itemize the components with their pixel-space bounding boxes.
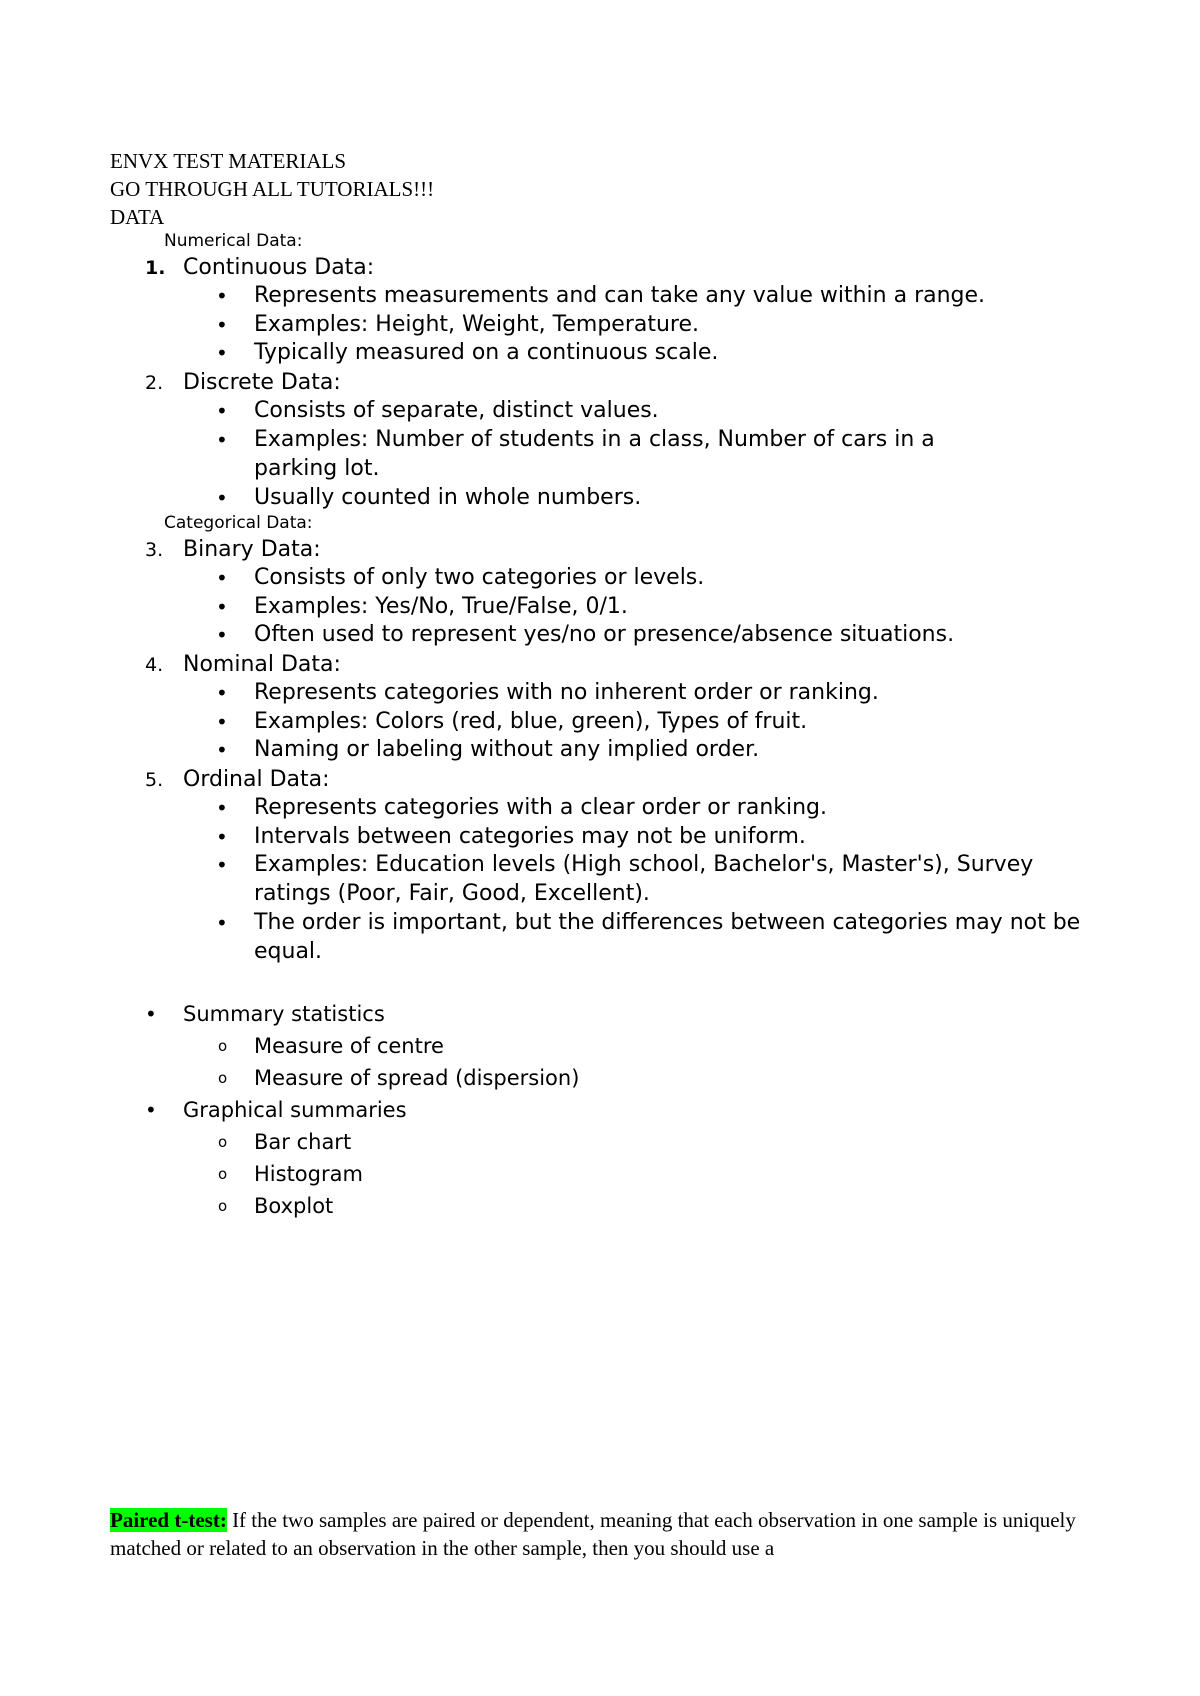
paired-t-test-label: Paired t-test: bbox=[110, 1508, 227, 1532]
bullet-dot: • bbox=[216, 623, 228, 647]
bullet-item bbox=[216, 621, 1096, 650]
sub-item bbox=[218, 1128, 351, 1156]
bullet-item bbox=[216, 282, 1096, 311]
bullet-dot: • bbox=[216, 710, 228, 734]
sub-bullet-marker: o bbox=[218, 1069, 228, 1087]
sub-item-text: Histogram bbox=[254, 1162, 363, 1186]
summary-item-statistics bbox=[145, 1000, 385, 1028]
bullet-dot: • bbox=[216, 284, 228, 308]
list-item-title: Continuous Data: bbox=[183, 255, 375, 280]
list-item-title: Ordinal Data: bbox=[183, 767, 330, 792]
bullet-dot: • bbox=[216, 595, 228, 619]
bullet-text: Represents measurements and can take any value within a range. bbox=[254, 283, 986, 308]
bullet-dot: • bbox=[145, 1098, 157, 1122]
bullet-item bbox=[216, 823, 1096, 852]
bullet-item bbox=[216, 397, 1096, 426]
bullet-dot: • bbox=[216, 313, 228, 337]
bullet-text: Examples: Height, Weight, Temperature. bbox=[254, 312, 700, 337]
sub-bullet-marker: o bbox=[218, 1165, 228, 1183]
bullet-item bbox=[216, 426, 1096, 483]
summary-item-graphical bbox=[145, 1096, 407, 1124]
sub-item-text: Measure of spread (dispersion) bbox=[254, 1066, 580, 1090]
categorical-data-heading: Categorical Data: bbox=[164, 513, 313, 533]
bullet-item bbox=[216, 593, 1096, 622]
bullet-dot: • bbox=[216, 341, 228, 365]
list-number: 3. bbox=[145, 539, 164, 561]
bullet-text: Consists of only two categories or levels. bbox=[254, 565, 705, 590]
bullet-text: Examples: Education levels (High school, Bachelor's, Master's), Survey ratings (Poor, Fair, Good, Excellent). bbox=[254, 852, 1034, 906]
bullet-item bbox=[216, 794, 1096, 823]
doc-title: ENVX TEST MATERIALS bbox=[110, 149, 347, 173]
bullet-text: Consists of separate, distinct values. bbox=[254, 398, 659, 423]
bullet-item bbox=[216, 339, 1096, 368]
section-heading-data: DATA bbox=[110, 205, 165, 229]
paired-t-test-text: If the two samples are paired or dependent, meaning that each observation in one sample is uniquely matched or related to an observation in the other sample, then you should use a bbox=[110, 1508, 1076, 1560]
sub-item-text: Boxplot bbox=[254, 1194, 334, 1218]
sub-item bbox=[218, 1032, 444, 1060]
bullet-text: Intervals between categories may not be uniform. bbox=[254, 824, 806, 849]
bullet-dot: • bbox=[216, 566, 228, 590]
paired-t-test-paragraph bbox=[110, 1506, 1080, 1562]
list-item-binary bbox=[145, 536, 321, 564]
list-item-continuous bbox=[145, 254, 374, 282]
list-item-title: Nominal Data: bbox=[183, 652, 341, 677]
bullet-dot: • bbox=[216, 486, 228, 510]
sub-bullet-marker: o bbox=[218, 1197, 228, 1215]
list-number: 2. bbox=[145, 372, 164, 394]
sub-item-text: Bar chart bbox=[254, 1130, 352, 1154]
bullet-dot: • bbox=[216, 796, 228, 820]
bullet-item bbox=[216, 679, 1096, 708]
bullet-text: Examples: Number of students in a class, Number of cars in a parking lot. bbox=[254, 427, 935, 481]
bullet-text: Often used to represent yes/no or presence/absence situations. bbox=[254, 622, 955, 647]
sub-item bbox=[218, 1064, 579, 1092]
sub-bullet-marker: o bbox=[218, 1037, 228, 1055]
bullet-dot: • bbox=[145, 1002, 157, 1026]
bullet-item bbox=[216, 909, 1096, 966]
list-number: 5. bbox=[145, 769, 164, 791]
sub-item bbox=[218, 1192, 333, 1220]
list-item-title: Discrete Data: bbox=[183, 370, 341, 395]
bullet-text: Represents categories with a clear order or ranking. bbox=[254, 795, 828, 820]
sub-bullet-marker: o bbox=[218, 1133, 228, 1151]
bullet-text: The order is important, but the differences between categories may not be equal. bbox=[254, 910, 1081, 964]
bullet-dot: • bbox=[216, 853, 228, 877]
bullet-dot: • bbox=[216, 738, 228, 762]
bullet-text: Represents categories with no inherent order or ranking. bbox=[254, 680, 879, 705]
bullet-item bbox=[216, 708, 1096, 737]
sub-item bbox=[218, 1160, 363, 1188]
numerical-data-heading: Numerical Data: bbox=[164, 231, 303, 251]
bullet-item bbox=[216, 851, 1096, 908]
list-item-discrete bbox=[145, 369, 341, 397]
bullet-text: Examples: Colors (red, blue, green), Types of fruit. bbox=[254, 709, 808, 734]
bullet-text: Naming or labeling without any implied order. bbox=[254, 737, 760, 762]
bullet-dot: • bbox=[216, 911, 228, 935]
bullet-item bbox=[216, 564, 1096, 593]
bullet-text: Usually counted in whole numbers. bbox=[254, 485, 642, 510]
summary-label: Graphical summaries bbox=[183, 1098, 407, 1122]
bullet-dot: • bbox=[216, 428, 228, 452]
list-item-ordinal bbox=[145, 766, 330, 794]
bullet-item bbox=[216, 484, 1096, 513]
list-item-nominal bbox=[145, 651, 341, 679]
bullet-dot: • bbox=[216, 825, 228, 849]
list-number: 1. bbox=[145, 257, 166, 279]
bullet-item bbox=[216, 311, 1096, 340]
bullet-dot: • bbox=[216, 681, 228, 705]
sub-item-text: Measure of centre bbox=[254, 1034, 444, 1058]
bullet-item bbox=[216, 736, 1096, 765]
summary-label: Summary statistics bbox=[183, 1002, 385, 1026]
tutorials-reminder: GO THROUGH ALL TUTORIALS!!! bbox=[110, 177, 435, 201]
bullet-text: Examples: Yes/No, True/False, 0/1. bbox=[254, 594, 628, 619]
list-number: 4. bbox=[145, 654, 164, 676]
bullet-text: Typically measured on a continuous scale. bbox=[254, 340, 719, 365]
bullet-dot: • bbox=[216, 399, 228, 423]
list-item-title: Binary Data: bbox=[183, 537, 321, 562]
